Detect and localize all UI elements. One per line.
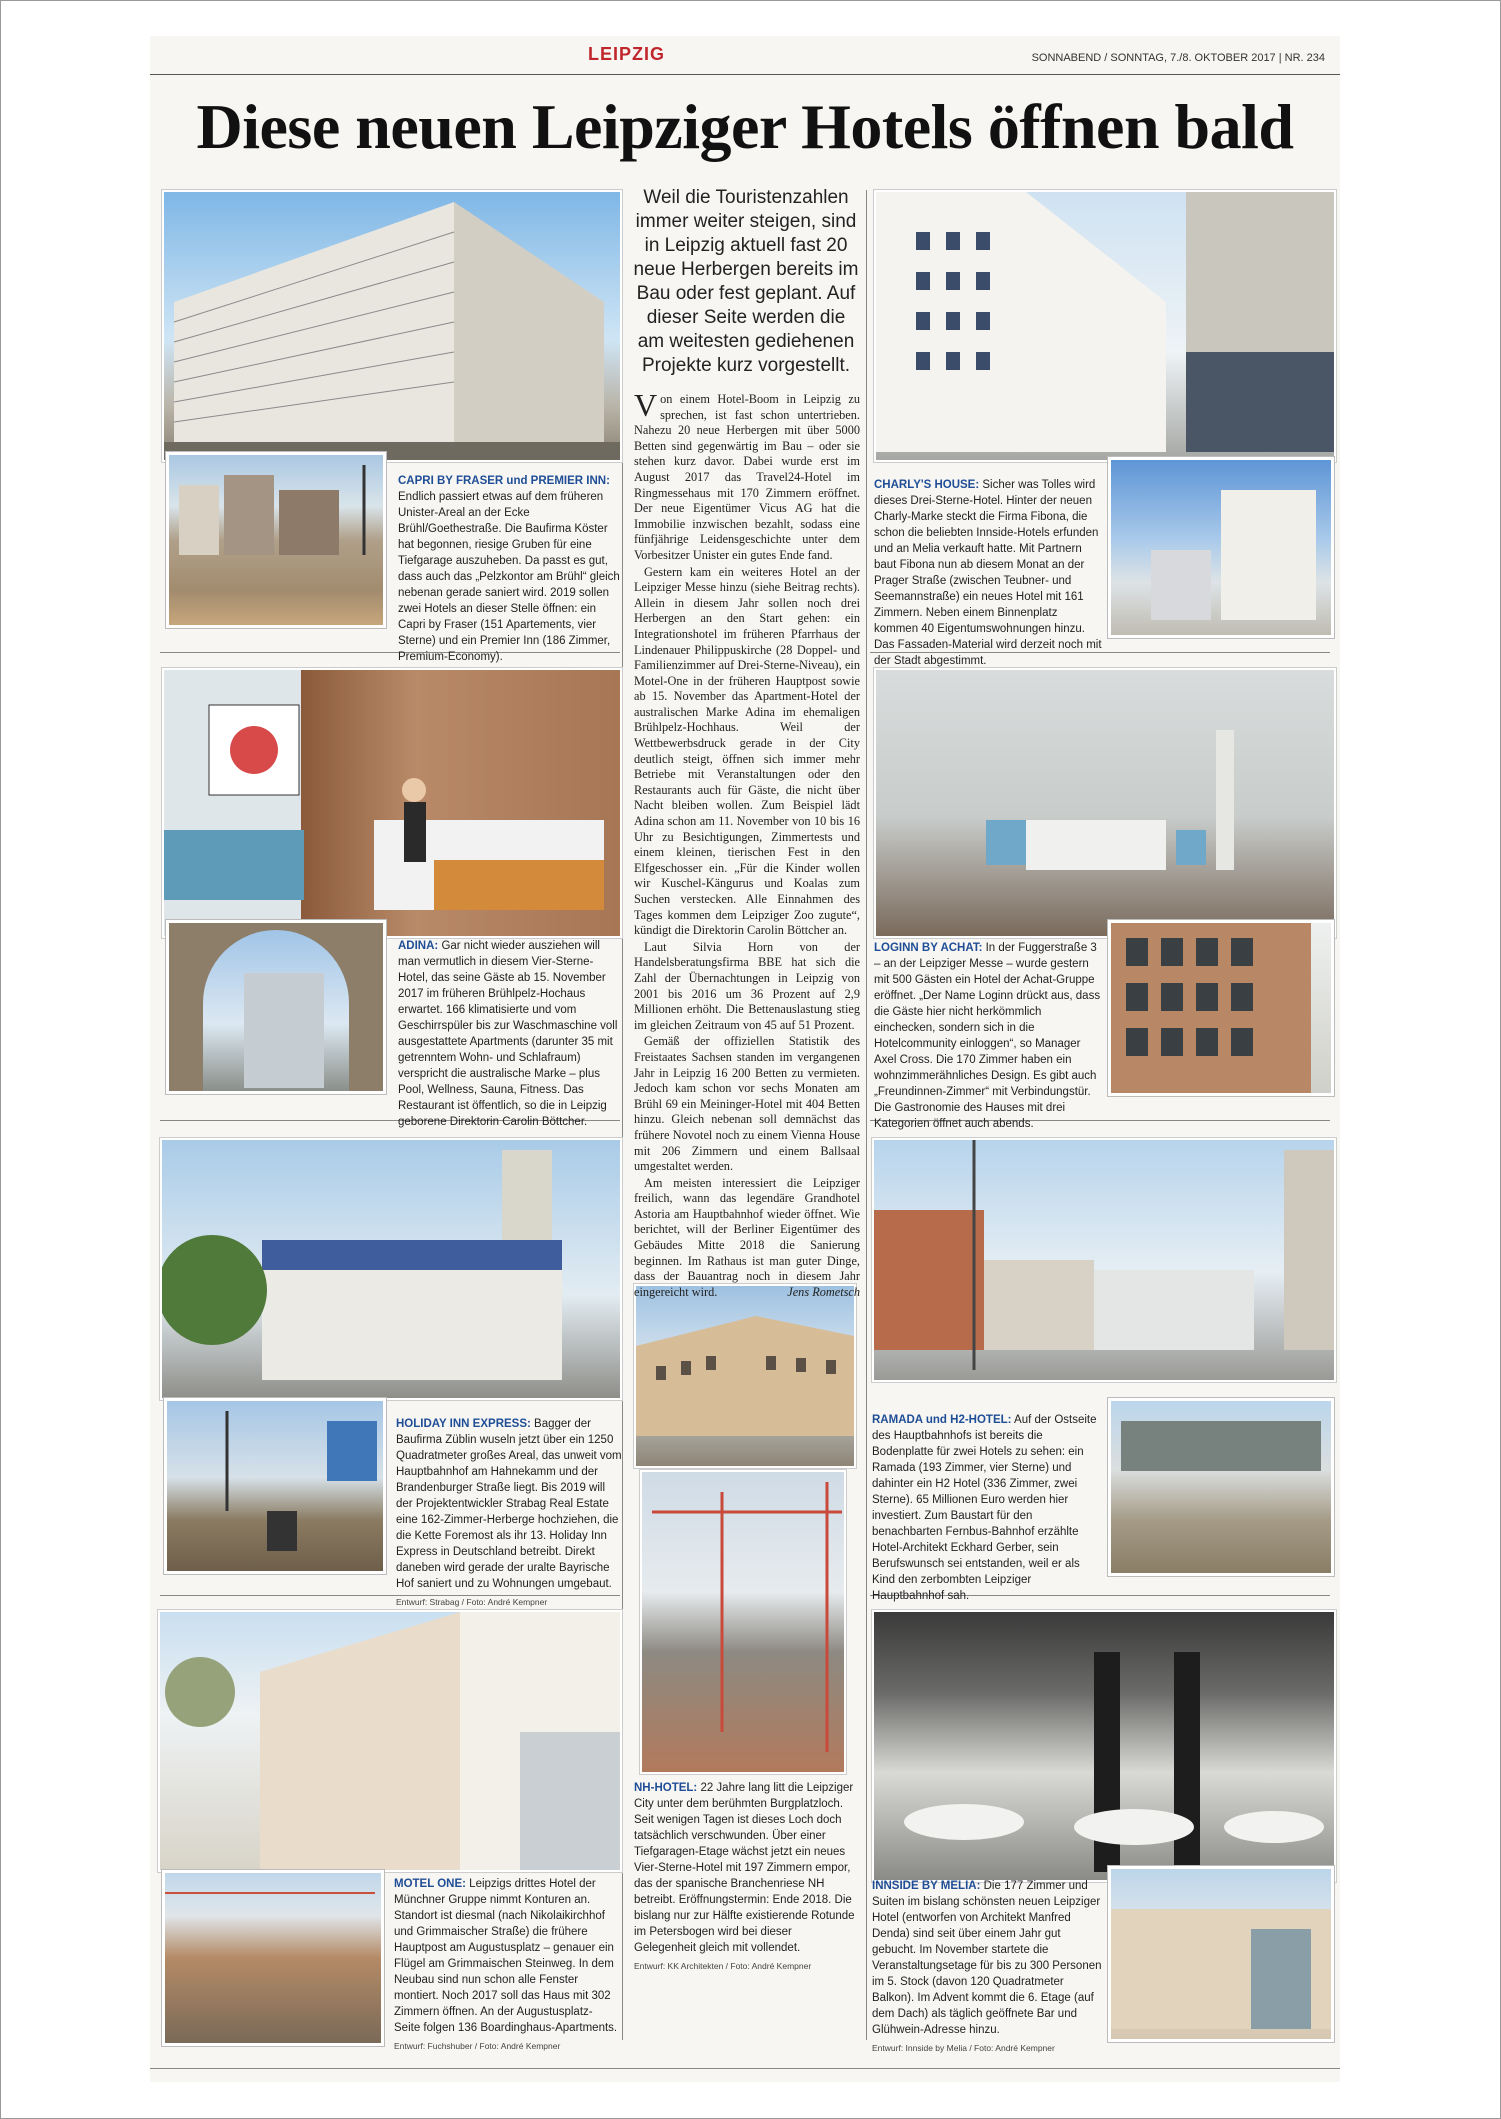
caption-ramada bbox=[872, 1412, 1104, 1622]
caption-label: CHARLY'S HOUSE: bbox=[874, 479, 980, 491]
caption-charly bbox=[874, 477, 1102, 687]
caption-text: Endlich passiert etwas auf dem früheren Unister-Areal an der Ecke Brühl/Goethestraße. Die Baufirma Köster hat begonnen, riesige Gruben für eine Tiefgarage auszuheben. Da passt es gut, dass auch das „Pelzkontor am Brühl“ gleich nebenan gerade saniert wird. 2019 sollen zwei Hotels an dieser Stelle öffnen: ein Capri by Fraser (151 Apartements, vier Sterne) und ein Premier Inn (186 Zimmer, Premium-Economy). bbox=[398, 491, 620, 663]
section-name: LEIPZIG bbox=[588, 44, 666, 64]
caption-loginn bbox=[874, 940, 1102, 1150]
paragraph: Gemäß der offiziellen Statistik des Freistaates Sachsen standen im vergangenen Jahr in Leipzig 16 200 Betten zu vermieten. Jedoch kam schon vor sechs Monaten am Brühl 69 ein Meininger-Hotel mit 404 Betten hinzu. Gleich nebenan soll demnächst das frühere Novotel noch zu einem Vienna House mit 206 Zimmern und einem Ballsaal umgestaltet werden. bbox=[634, 1034, 860, 1174]
caption-text: Die 177 Zimmer und Suiten im bislang schönsten neuen Leipziger Hotel (entworfen von Architekt Manfred Denda) sind seit über einem Jahr gut gebucht. Im November startete die Veranstaltungsetage für bis zu 300 Personen im 5. Stock (davon 120 Quadratmeter Balkon). Im Advent kommt die 6. Etage (auf dem Dach) als täglich geöffnete Bar und Glühwein-Adresse hinzu. bbox=[872, 1880, 1102, 2036]
photo-charly-rendering bbox=[874, 190, 1336, 462]
caption-label: LOGINN BY ACHAT: bbox=[874, 942, 983, 954]
caption-holiday bbox=[396, 1416, 622, 1610]
caption-innside bbox=[872, 1878, 1104, 2056]
photo-credit: Entwurf: KK Architekten / Foto: André Kempner bbox=[634, 1961, 812, 1971]
photo-nh-rendering bbox=[634, 1284, 856, 1468]
bottom-rule bbox=[150, 2068, 1340, 2069]
photo-credit: Entwurf: Innside by Melia / Foto: André Kempner bbox=[872, 2043, 1055, 2053]
paragraph: Laut Silvia Horn von der Handelsberatungsfirma BBE hat sich die Zahl der Übernachtungen in Leipzig von 2001 bis 2016 um 36 Prozent auf 2,9 Millionen erhöht. Die Bettenauslastung stieg im gleichen Zeitraum von 45 auf 51 Prozent. bbox=[634, 939, 860, 1032]
caption-text: Leipzigs drittes Hotel der Münchner Gruppe nimmt Konturen an. Standort ist diesmal (nach Nikolaikirchhof und Grimmaischer Straße) die frühere Hauptpost am Augustusplatz – genauer ein Flügel am Grimmaischen Steinweg. In dem Neubau sind nun schon alle Fenster montiert. Noch 2017 soll das Haus mit 302 Zimmern öffnen. An der Augustusplatz-Seite folgen 136 Boardinghaus-Apartments. bbox=[394, 1878, 618, 2034]
caption-text: Gar nicht wieder ausziehen will man vermutlich in diesem Vier-Sterne-Hotel, das seine Gäste ab 15. November 2017 im früheren Brühlpelz-Hochaus erwartet. 166 klimatisierte und vom Geschirrspüler bis zur Waschmaschine voll ausgestattete Apartments (darunter 35 mit getrenntem Wohn- und Schlafraum) verspricht die australische Marke – plus Pool, Wellness, Sauna, Fitness. Das Restaurant ist öffentlich, so die in Leipzig geborene Direktorin Carolin Böttcher. bbox=[398, 940, 618, 1128]
photo-holiday-rendering bbox=[160, 1138, 622, 1400]
photo-loginn-facade bbox=[1108, 920, 1334, 1096]
column-rule bbox=[866, 190, 867, 2040]
caption-nh bbox=[634, 1780, 856, 1974]
photo-credit: Entwurf: Fuchshuber / Foto: André Kempner bbox=[394, 2041, 561, 2051]
paragraph-text: on einem Hotel-Boom in Leipzig zu sprechen, ist fast schon untertrieben. Nahezu 20 neue Herbergen mit über 5000 Betten sind gegenwärtig im Bau – oder sie stehen kurz davor. Dabei wurde erst im August 2017 das Travel24-Hotel im Ringmessehaus mit 170 Zimmern eröffnet. Der neue Eigentümer Vicus AG hat die Immobilie inzwischen bezahlt, sodass eine fünfjährige Leidensgeschichte unter dem Vorbesitzer Unister ein gutes Ende fand. bbox=[634, 392, 860, 562]
caption-text: In der Fuggerstraße 3 – an der Leipziger Messe – wurde gestern mit 500 Gästen ein Hotel der Achat-Gruppe eröffnet. „Der Name Loginn drückt aus, dass die Gäste hier nicht herkömmlich einchecken, sondern sich in die Hotelcommunity einloggen“, so Manager Axel Cross. Die 170 Zimmer haben ein wohnzimmerähnliches Design. Es gibt auch „Freundinnen-Zimmer“ mit Verbindungstür. Die Gastronomie des Hauses mit drei Kategorien öffnet auch abends. bbox=[874, 942, 1101, 1130]
photo-nh-construction bbox=[640, 1470, 846, 1774]
photo-innside-ballroom bbox=[872, 1610, 1336, 1882]
photo-innside-facade bbox=[1108, 1866, 1334, 2042]
photo-loginn-lobby bbox=[874, 668, 1336, 938]
caption-label: CAPRI BY FRASER und PREMIER INN: bbox=[398, 475, 610, 487]
photo-credit: Entwurf: Strabag / Foto: André Kempner bbox=[396, 1597, 548, 1607]
caption-text: Bagger der Baufirma Züblin wuseln jetzt über ein 1250 Quadratmeter großes Areal, das unweit vom Hauptbahnhof am Hahnekamm und der Brandenburger Straße liegt. Bis 2019 will der Projektentwickler Strabag Real Estate eine 162-Zimmer-Herberge hochziehen, die die Kette Foremost als ihr 13. Holiday Inn Express in Deutschland betreibt. Direkt daneben wird gerade der uralte Bayrische Hof saniert und zu Wohnungen umgebaut. bbox=[396, 1418, 622, 1590]
caption-label: HOLIDAY INN EXPRESS: bbox=[396, 1418, 531, 1430]
caption-text: Auf der Ostseite des Hauptbahnhofs ist bereits die Bodenplatte für zwei Hotels zu sehen: ein Ramada (193 Zimmer, vier Sterne) und dahinter ein H2 Hotel (336 Zimmer, zwei Sterne). 65 Millionen Euro werden hier investiert. Zum Baustart für den benachbarten Fernbus-Bahnhof erzählte Hotel-Architekt Eckhard Gerber, sein Berufswunsch sei entstanden, weil er als Kind den zerbombten Leipziger Hauptbahnhof sah. bbox=[872, 1414, 1097, 1602]
paragraph bbox=[634, 387, 860, 564]
caption-text: 22 Jahre lang litt die Leipziger City unter dem berühmten Burgplatzloch. Seit wenigen Tagen ist dieses Loch doch tatsächlich verschwunden. Über einer Tiefgaragen-Etage wächst jetzt ein neues Vier-Sterne-Hotel mit 197 Zimmern empor, das der spanische Branchenriese NH betreibt. Eröffnungstermin: Ende 2018. Die bislang nur zur Hälfte existierende Rotunde im Petersbogen wird bei dieser Gelegenheit gleich mit vollendet. bbox=[634, 1782, 855, 1954]
photo-holiday-construction bbox=[164, 1398, 386, 1574]
caption-label: INNSIDE BY MELIA: bbox=[872, 1880, 981, 1892]
drop-cap: V bbox=[634, 387, 658, 423]
photo-adina-room bbox=[162, 668, 622, 938]
paragraph-text: Am meisten interessiert die Leipziger freilich, wann das legendäre Grandhotel Astoria am Hauptbahnhof wieder öffnet. Wie berichtet, will der Berliner Eigentümer des Gebäudes Mitte 2018 die Sanierung beginnen. Im Rathaus ist man guter Dinge, dass der Bauantrag noch in diesem Jahr eingereicht wird. bbox=[634, 1175, 860, 1299]
caption-label: ADINA: bbox=[398, 940, 439, 952]
photo-charly-building bbox=[1108, 457, 1334, 638]
photo-ramada-rendering bbox=[872, 1138, 1336, 1382]
caption-label: MOTEL ONE: bbox=[394, 1878, 466, 1890]
author: Jens Rometsch bbox=[787, 1284, 860, 1299]
photo-adina-highrise bbox=[166, 920, 386, 1094]
caption-label: NH-HOTEL: bbox=[634, 1782, 698, 1794]
dateline: SONNABEND / SONNTAG, 7./8. OKTOBER 2017 | NR. 234 bbox=[1031, 52, 1325, 64]
photo-capri-construction bbox=[166, 452, 386, 628]
article-body bbox=[634, 387, 860, 1301]
photo-ramada-site bbox=[1108, 1398, 1334, 1576]
caption-capri bbox=[398, 473, 620, 683]
paragraph: Gestern kam ein weiteres Hotel an der Leipziger Messe hinzu (siehe Beitrag rechts). Allein in diesem Jahr sollen noch drei Herbergen an den Start gehen: ein Integrationshotel im früheren Pfarrhaus der Lindenauer Philippuskirche (28 Doppel- und Familienzimmer auf Drei-Sterne-Niveau), ein Motel-One in der früheren Hauptpost sowie ab 15. November das Apartment-Hotel der australischen Marke Adina im ehemaligen Brühlpelz-Hochhaus. Weil der Wettbewerbsdruck gerade in der City deutlich steigt, öffnen sich immer mehr Betriebe mit Veranstaltungen oder den Restaurants auch für Gäste, die nicht über Nacht bleiben wollen. Zum Beispiel lädt Adina schon am 11. November von 10 bis 16 Uhr zu Besichtigungen, Zimmertests und einem kleinen, tierischen Fest in den Elfgeschosser ein. „Für die Kinder wollen wir Kuschel-Kängurus und Koalas zum Suchen verstecken. Alle Einnahmen des Tages kommen dem Leipziger Zoo zugute“, kündigt die Direktorin Carolin Böttcher an. bbox=[634, 564, 860, 938]
caption-text: Sicher was Tolles wird dieses Drei-Sterne-Hotel. Hinter der neuen Charly-Marke steckt die Firma Fibona, die schon die beliebten Innside-Hotels erfunden und an Melia verkauft hatte. Mit Partnern baut Fibona nun ab diesem Monat an der Prager Straße (zwischen Teubner- und Seemannstraße) ein neues Hotel mit 161 Zimmern. Neben einem Binnenplatz kommen 40 Eigentumswohnungen hinzu. Das Fassaden-Material wird derzeit noch mit der Stadt abgestimmt. bbox=[874, 479, 1102, 667]
article-intro: Weil die Touristenzahlen immer weiter steigen, sind in Leipzig aktuell fast 20 neue Herbergen bereits im Bau oder fest geplant. Auf dieser Seite werden die am weitesten gediehenen Projekte kurz vorgestellt. bbox=[633, 187, 859, 376]
column-rule bbox=[622, 190, 623, 2040]
caption-motel bbox=[394, 1876, 618, 2054]
paragraph bbox=[634, 1176, 860, 1301]
photo-motel-rendering bbox=[158, 1610, 622, 1872]
caption-adina bbox=[398, 938, 620, 1148]
caption-label: RAMADA und H2-HOTEL: bbox=[872, 1414, 1012, 1426]
photo-capri-rendering bbox=[162, 190, 622, 462]
headline: Diese neuen Leipziger Hotels öffnen bald bbox=[196, 91, 1294, 162]
photo-motel-construction bbox=[162, 1870, 384, 2046]
